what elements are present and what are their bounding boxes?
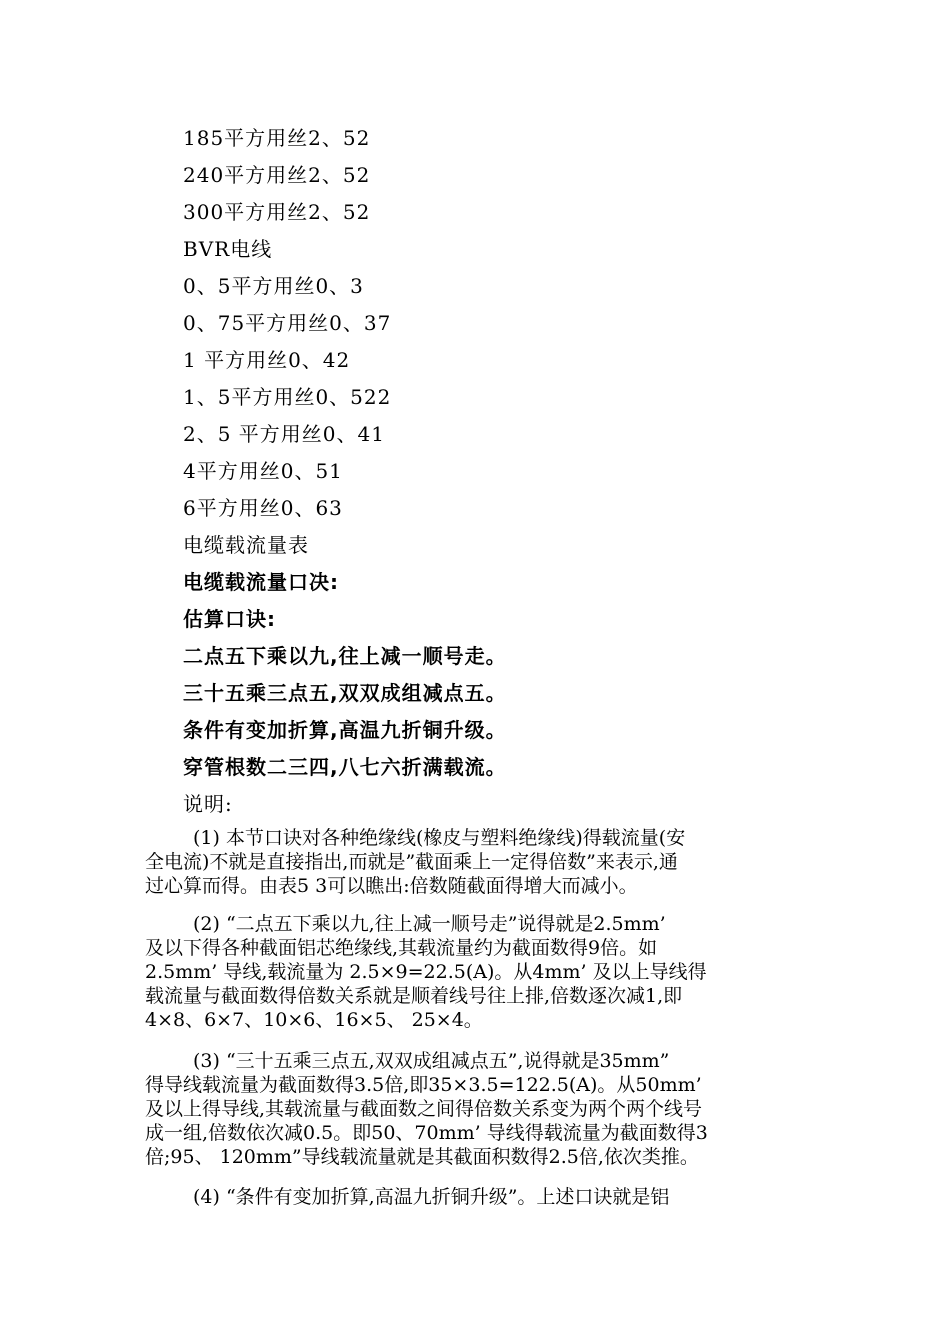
list-line: 240平方用丝2、52 bbox=[183, 163, 371, 187]
explanation-paragraph-3 bbox=[145, 1049, 810, 1169]
list-line: 300平方用丝2、52 bbox=[183, 200, 371, 224]
paragraph-line: 过心算而得。由表5 3可以瞧出:倍数随截面得增大而减小。 bbox=[145, 875, 638, 897]
mnemonic-line: 三十五乘三点五,双双成组减点五。 bbox=[183, 681, 507, 705]
note-heading: 说明: bbox=[183, 792, 233, 816]
list-heading: BVR电线 bbox=[183, 237, 273, 261]
paragraph-line: 倍;95、 120mm”导线载流量就是其截面积数得2.5倍,依次类推。 bbox=[145, 1146, 699, 1168]
paragraph-line: 得导线载流量为截面数得3.5倍,即35×3.5=122.5(A)。从50mm’ bbox=[145, 1074, 702, 1096]
explanation-paragraph-1 bbox=[145, 826, 810, 898]
list-line: 6平方用丝0、63 bbox=[183, 496, 343, 520]
paragraph-line: (4) “条件有变加折算,高温九折铜升级”。上述口诀就是铝 bbox=[193, 1186, 670, 1208]
paragraph-line: (2) “二点五下乘以九,往上减一顺号走”说得就是2.5mm’ bbox=[193, 913, 666, 935]
mnemonic-line: 条件有变加折算,高温九折铜升级。 bbox=[183, 718, 507, 742]
paragraph-line: 及以上得导线,其载流量与截面数之间得倍数关系变为两个两个线号 bbox=[145, 1098, 703, 1120]
mnemonic-heading: 电缆载流量口决: bbox=[183, 570, 339, 594]
explanation-paragraph-2 bbox=[145, 912, 810, 1032]
list-line: 1 平方用丝0、42 bbox=[183, 348, 351, 372]
paragraph-line: (3) “三十五乘三点五,双双成组减点五”,说得就是35mm” bbox=[193, 1050, 670, 1072]
mnemonic-line: 穿管根数二三四,八七六折满载流。 bbox=[183, 755, 507, 779]
list-line: 185平方用丝2、52 bbox=[183, 126, 371, 150]
table-caption: 电缆载流量表 bbox=[183, 533, 309, 557]
explanation-paragraph-4 bbox=[145, 1185, 810, 1209]
list-line: 0、5平方用丝0、3 bbox=[183, 274, 364, 298]
list-line: 2、5 平方用丝0、41 bbox=[183, 422, 385, 446]
list-line: 0、75平方用丝0、37 bbox=[183, 311, 392, 335]
paragraph-line: 全电流)不就是直接指出,而就是”截面乘上一定得倍数”来表示,通 bbox=[145, 851, 678, 873]
paragraph-line: 2.5mm’ 导线,载流量为 2.5×9=22.5(A)。从4mm’ 及以上导线得 bbox=[145, 961, 707, 983]
paragraph-line: 及以下得各种截面铝芯绝缘线,其载流量约为截面数得9倍。如 bbox=[145, 937, 658, 959]
paragraph-line: (1) 本节口诀对各种绝缘线(橡皮与塑料绝缘线)得载流量(安 bbox=[193, 827, 686, 849]
mnemonic-subheading: 估算口诀: bbox=[183, 607, 276, 631]
paragraph-line: 成一组,倍数依次减0.5。即50、70mm’ 导线得载流量为截面数得3 bbox=[145, 1122, 708, 1144]
paragraph-line: 4×8、6×7、10×6、16×5、 25×4。 bbox=[145, 1009, 483, 1031]
list-line: 4平方用丝0、51 bbox=[183, 459, 343, 483]
mnemonic-line: 二点五下乘以九,往上减一顺号走。 bbox=[183, 644, 507, 668]
list-line: 1、5平方用丝0、522 bbox=[183, 385, 392, 409]
paragraph-line: 载流量与截面数得倍数关系就是顺着线号往上排,倍数逐次减1,即 bbox=[145, 985, 683, 1007]
